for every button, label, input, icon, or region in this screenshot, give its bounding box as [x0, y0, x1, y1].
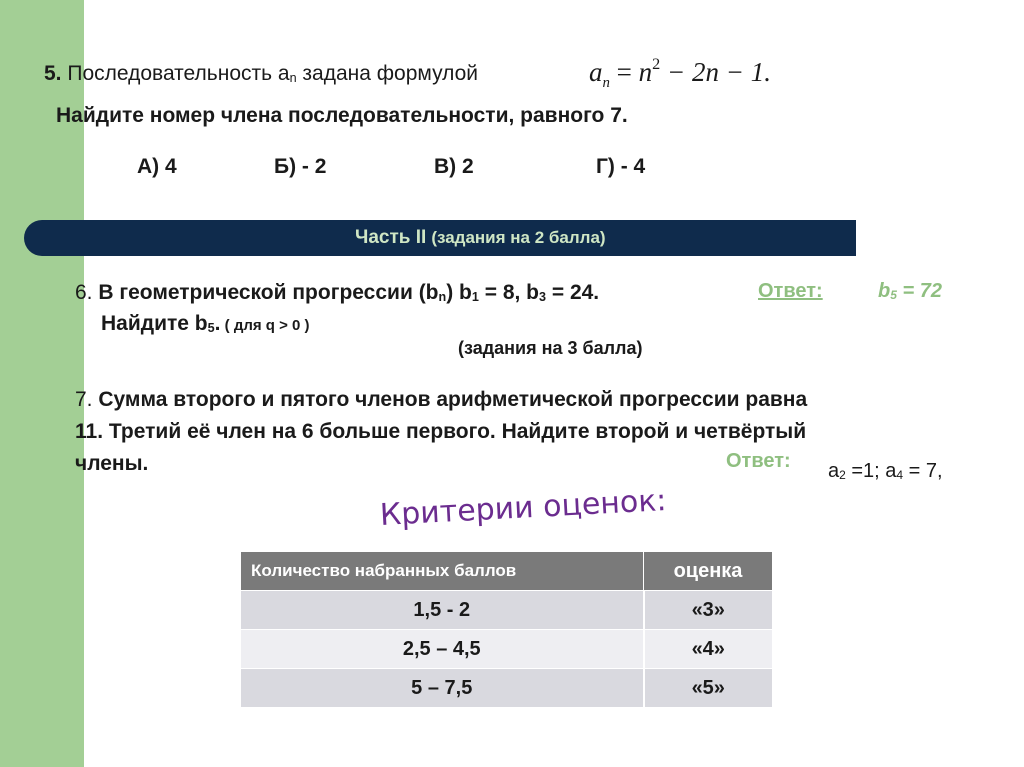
task7-statement: 7. Сумма второго и пятого членов арифметической прогрессии равна 11. Третий её член на 6 больше первого. Найдите второй и четвёртый члены.	[75, 388, 808, 475]
grade-cell: «5»	[644, 669, 773, 708]
grade-cell: «4»	[644, 630, 773, 669]
task5-number: 5.	[44, 62, 62, 85]
points-cell: 2,5 – 4,5	[241, 630, 644, 669]
task5-option-b: Б) - 2	[274, 155, 327, 178]
task6-statement: 6. В геометрической прогрессии $(b_n) b_1 = 8$, $b_3 = 24$.	[75, 281, 600, 304]
table-row	[241, 630, 773, 669]
part3-note: (задания на 3 балла)	[458, 338, 643, 358]
table-row	[241, 591, 773, 630]
task6-question: Найдите $b_5$. ( для q > 0 )	[101, 312, 310, 335]
task5-option-a: А) 4	[137, 155, 177, 178]
criteria-title: Критерии оценок:	[379, 483, 668, 533]
grade-cell: «3»	[644, 591, 773, 630]
table-row	[241, 669, 773, 708]
task7-answer-label: Ответ:	[726, 450, 791, 472]
table-header-row	[241, 552, 773, 591]
task5-option-g: Г) - 4	[596, 155, 646, 178]
points-cell: 5 – 7,5	[241, 669, 644, 708]
task5-statement: 5. Последовательность $a_n$ задана формулой	[44, 62, 479, 85]
section-banner-title: Часть II (задания на 2 балла)	[355, 227, 606, 248]
grading-table	[240, 551, 773, 708]
task5-formula: $a_n = n^2 - 2n - 1$.	[589, 55, 771, 91]
table-header-points: Количество набранных баллов	[241, 552, 644, 591]
table-header-grade: оценка	[644, 552, 773, 591]
task6-answer-label: Ответ:	[758, 280, 823, 302]
task5-question: Найдите номер члена последовательности, равного 7.	[56, 104, 628, 127]
task6-answer-value: $b_5 = 72$	[878, 280, 942, 302]
points-cell: 1,5 - 2	[241, 591, 644, 630]
task7-answer-value: $a_2 =1$; $a_4 = 7$,	[828, 460, 943, 482]
task5-option-v: В) 2	[434, 155, 474, 178]
